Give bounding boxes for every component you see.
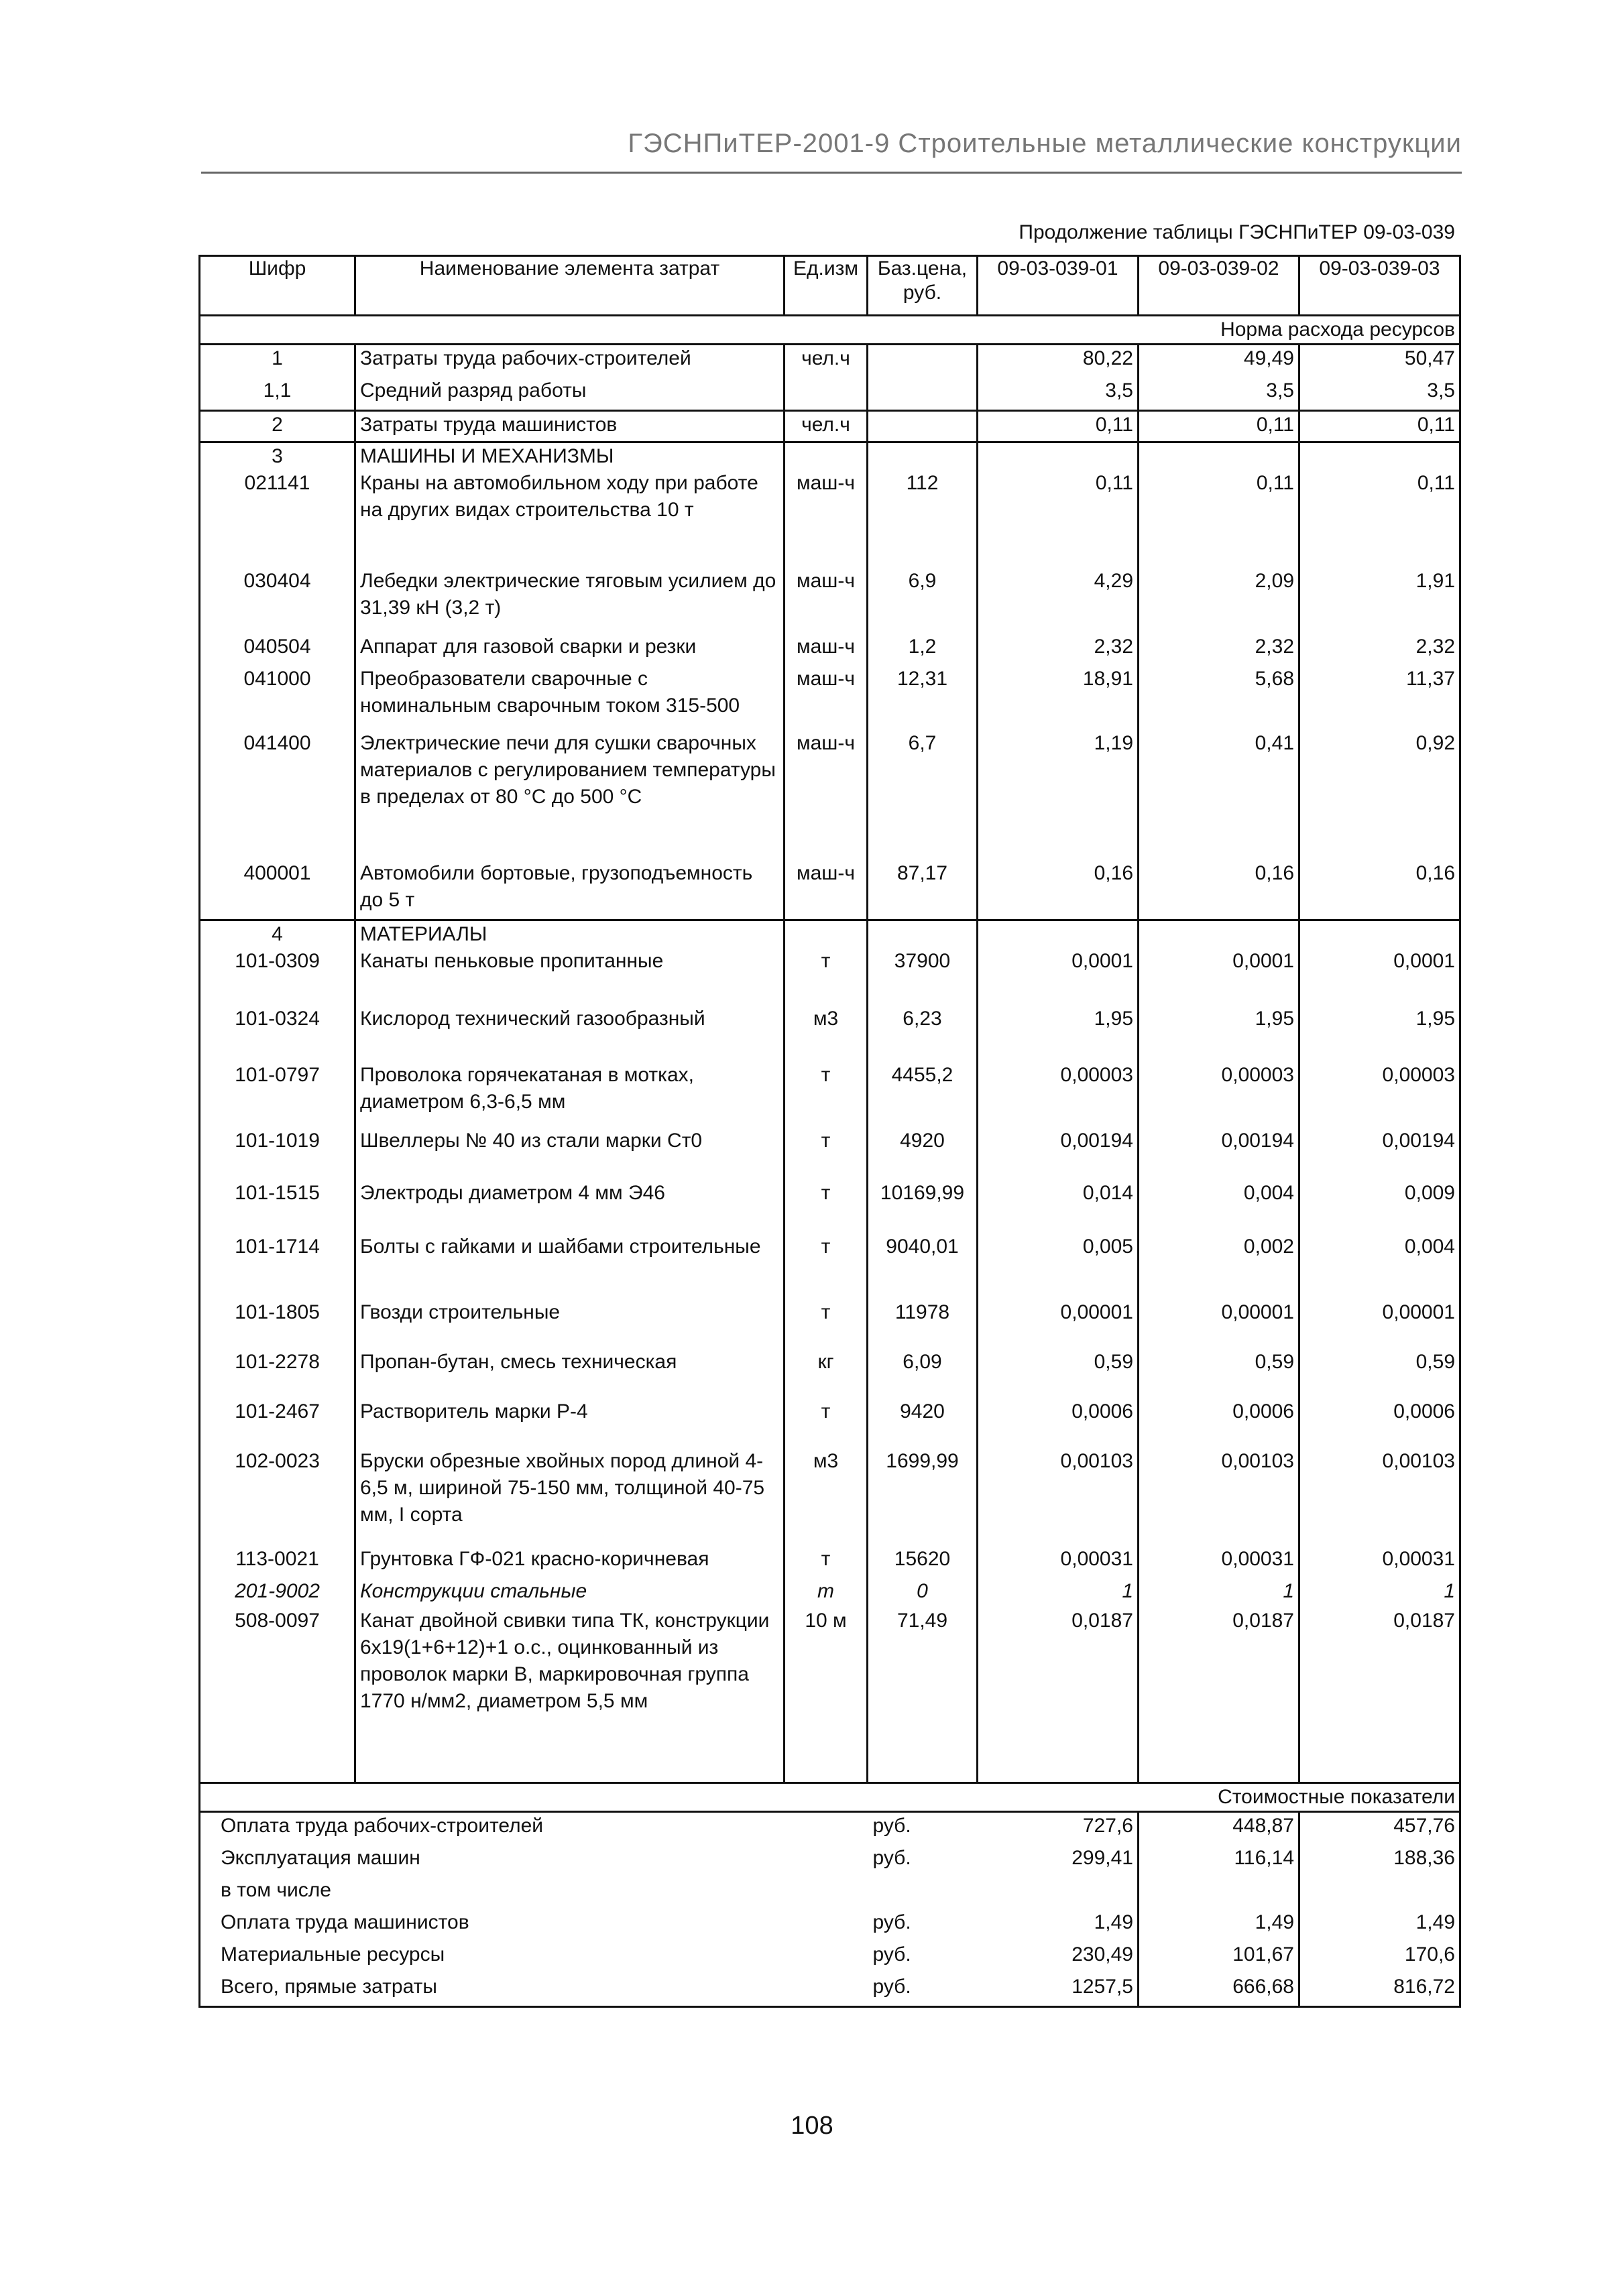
row-name: Гвозди строительные [355,1299,785,1349]
row-price: 9040,01 [868,1233,978,1299]
table-row [200,1233,1460,1299]
row-price [868,377,978,411]
row-unit: чел.ч [785,345,868,378]
row-value-c2: 5,68 [1139,666,1299,730]
row-value-c3: 2,32 [1299,633,1460,666]
row-name: Электрические печи для сушки сварочных материалов с регулированием температуры в пределах от 80 °С до 500 °С [355,730,785,860]
row-name: Канат двойной свивки типа ТК, конструкции 6х19(1+6+12)+1 о.с., оцинкованный из проволок марки В, маркировочная группа 1770 н/мм2, диаметром 5,5 мм [355,1608,785,1783]
row-unit [785,377,868,411]
col-header-c1: 09-03-039-01 [978,256,1139,316]
row-value-c3: 0,59 [1299,1349,1460,1398]
row-value-c3 [1299,442,1460,471]
row-value-c3: 0,11 [1299,411,1460,442]
table-row [200,442,1460,471]
row-name: Канаты пеньковые пропитанные [355,948,785,1006]
cost-value-c2: 1,49 [1139,1909,1299,1941]
row-value-c3: 11,37 [1299,666,1460,730]
row-code: 101-1019 [200,1128,355,1180]
row-code: 101-0324 [200,1006,355,1062]
col-header-name: Наименование элемента затрат [355,256,785,316]
row-value-c3: 1,91 [1299,568,1460,633]
row-value-c1: 0,00194 [978,1128,1139,1180]
row-unit: т [785,1128,868,1180]
row-unit: т [785,1398,868,1448]
row-name: Электроды диаметром 4 мм Э46 [355,1180,785,1233]
cost-row [200,1974,1460,2007]
row-unit: т [785,1299,868,1349]
row-unit: т [785,1062,868,1128]
row-code: 101-2278 [200,1349,355,1398]
cost-value-c1: 1,49 [978,1909,1139,1941]
row-value-c1: 0,005 [978,1233,1139,1299]
row-value-c1: 0,0187 [978,1608,1139,1783]
row-code: 101-0797 [200,1062,355,1128]
row-value-c3: 0,92 [1299,730,1460,860]
cost-value-c2: 448,87 [1139,1812,1299,1846]
row-price: 37900 [868,948,978,1006]
row-code: 102-0023 [200,1448,355,1546]
cost-value-c3: 170,6 [1299,1941,1460,1974]
table-row [200,1349,1460,1398]
cost-value-c1: 1257,5 [978,1974,1139,2007]
row-value-c3: 50,47 [1299,345,1460,378]
row-code: 040504 [200,633,355,666]
cost-value-c3: 457,76 [1299,1812,1460,1846]
row-value-c3: 3,5 [1299,377,1460,411]
cost-unit: руб. [872,1911,911,1933]
cost-row [200,1909,1460,1941]
row-value-c1: 0,00001 [978,1299,1139,1349]
row-unit: 10 м [785,1608,868,1783]
table-row [200,1546,1460,1578]
table-row [200,1006,1460,1062]
table-row [200,568,1460,633]
cost-unit: руб. [872,1847,911,1869]
row-unit: маш-ч [785,470,868,568]
row-price: 15620 [868,1546,978,1578]
row-value-c3: 1,95 [1299,1006,1460,1062]
col-header-c2: 09-03-039-02 [1139,256,1299,316]
row-value-c2 [1139,920,1299,949]
table-row [200,1398,1460,1448]
cost-row [200,1812,1460,1846]
row-value-c2 [1139,442,1299,471]
row-value-c2: 0,59 [1139,1349,1299,1398]
row-code: 101-2467 [200,1398,355,1448]
row-code: 4 [200,920,355,949]
norm-label: Норма расхода ресурсов [200,316,1460,345]
row-code: 3 [200,442,355,471]
col-header-code: Шифр [200,256,355,316]
row-value-c1: 1 [978,1578,1139,1608]
row-code: 030404 [200,568,355,633]
row-price: 4455,2 [868,1062,978,1128]
table-row [200,1578,1460,1608]
row-unit: кг [785,1349,868,1398]
row-value-c2: 1 [1139,1578,1299,1608]
cost-unit: руб. [872,1943,911,1966]
row-value-c1: 0,16 [978,860,1139,920]
row-price: 87,17 [868,860,978,920]
row-code: 101-1714 [200,1233,355,1299]
row-price: 1699,99 [868,1448,978,1546]
cost-unit [868,1877,978,1909]
row-unit: т [785,1546,868,1578]
col-header-c3: 09-03-039-03 [1299,256,1460,316]
resource-rows [200,345,1460,1783]
cost-unit: руб. [868,1974,978,2007]
table-row [200,860,1460,920]
row-value-c2: 0,004 [1139,1180,1299,1233]
row-value-c1: 0,59 [978,1349,1139,1398]
row-price: 1,2 [868,633,978,666]
table-row [200,1608,1460,1783]
row-unit: маш-ч [785,568,868,633]
row-value-c3: 0,00194 [1299,1128,1460,1180]
row-value-c1: 0,014 [978,1180,1139,1233]
row-value-c3: 0,0001 [1299,948,1460,1006]
row-value-c2: 0,00194 [1139,1128,1299,1180]
row-unit: м3 [785,1006,868,1062]
cost-value-c2: 116,14 [1139,1845,1299,1877]
row-name: Болты с гайками и шайбами строительные [355,1233,785,1299]
row-code: 1,1 [200,377,355,411]
table-header-row [200,256,1460,316]
row-value-c1 [978,920,1139,949]
row-value-c2: 2,09 [1139,568,1299,633]
row-value-c1: 1,95 [978,1006,1139,1062]
cost-value-c3: 816,72 [1299,1974,1460,2007]
cost-value-c3: 1,49 [1299,1909,1460,1941]
row-value-c1: 18,91 [978,666,1139,730]
row-price: 10169,99 [868,1180,978,1233]
row-price: 11978 [868,1299,978,1349]
row-price: 0 [868,1578,978,1608]
row-code: 041000 [200,666,355,730]
row-unit [785,920,868,949]
row-value-c1: 3,5 [978,377,1139,411]
table-row [200,1448,1460,1546]
cost-value-c1 [978,1877,1139,1909]
row-price: 6,09 [868,1349,978,1398]
row-value-c2: 0,11 [1139,470,1299,568]
cost-value-c2: 101,67 [1139,1941,1299,1974]
row-code: 101-1805 [200,1299,355,1349]
cost-label: Стоимостные показатели [200,1783,1460,1812]
row-value-c3: 0,0187 [1299,1608,1460,1783]
row-value-c3: 0,009 [1299,1180,1460,1233]
table-row [200,633,1460,666]
row-value-c3: 0,004 [1299,1233,1460,1299]
row-unit: м3 [785,1448,868,1546]
table-row [200,470,1460,568]
table-row [200,411,1460,442]
row-name: Средний разряд работы [355,377,785,411]
col-header-price: Баз.цена, руб. [868,256,978,316]
row-price [868,442,978,471]
row-value-c2: 0,16 [1139,860,1299,920]
cost-value-c1: 727,6 [978,1812,1139,1846]
row-value-c3: 0,00001 [1299,1299,1460,1349]
row-price: 112 [868,470,978,568]
row-value-c2: 1,95 [1139,1006,1299,1062]
cost-value-c2: 666,68 [1139,1974,1299,2007]
table-row [200,920,1460,949]
row-value-c1: 2,32 [978,633,1139,666]
row-value-c2: 0,00031 [1139,1546,1299,1578]
row-price: 4920 [868,1128,978,1180]
cost-row [200,1845,1460,1877]
row-unit: т [785,948,868,1006]
row-value-c2: 0,00103 [1139,1448,1299,1546]
cost-value-c3: 188,36 [1299,1845,1460,1877]
table-row [200,1062,1460,1128]
cost-value-c1: 299,41 [978,1845,1139,1877]
page-number: 108 [791,2112,833,2140]
row-value-c3 [1299,920,1460,949]
header-rule [201,172,1462,174]
cost-label-row [200,1783,1460,1812]
cost-unit: руб. [872,1815,911,1837]
cost-value-c3 [1299,1877,1460,1909]
row-unit [785,442,868,471]
col-header-unit: Ед.изм [785,256,868,316]
cost-name: Всего, прямые затраты [200,1974,868,2007]
row-unit: т [785,1578,868,1608]
row-value-c3: 0,11 [1299,470,1460,568]
row-price [868,345,978,378]
row-name: Кислород технический газообразный [355,1006,785,1062]
row-name: Автомобили бортовые, грузоподъемность до 5 т [355,860,785,920]
row-code: 021141 [200,470,355,568]
row-price [868,920,978,949]
row-name: Конструкции стальные [355,1578,785,1608]
row-price: 6,23 [868,1006,978,1062]
row-code: 201-9002 [200,1578,355,1608]
row-name: Швеллеры № 40 из стали марки Ст0 [355,1128,785,1180]
row-unit: маш-ч [785,666,868,730]
row-name: Затраты труда рабочих-строителей [355,345,785,378]
row-code: 113-0021 [200,1546,355,1578]
row-value-c2: 0,0006 [1139,1398,1299,1448]
row-value-c3: 0,00103 [1299,1448,1460,1546]
cost-value-c2 [1139,1877,1299,1909]
row-code: 508-0097 [200,1608,355,1783]
row-value-c2: 0,002 [1139,1233,1299,1299]
row-value-c2: 0,0001 [1139,948,1299,1006]
table-caption: Продолжение таблицы ГЭСНПиТЕР 09-03-039 [1019,221,1455,243]
cost-row [200,1877,1460,1909]
cost-rows [200,1783,1460,2007]
table-row [200,730,1460,860]
row-value-c3: 0,16 [1299,860,1460,920]
row-value-c3: 0,00031 [1299,1546,1460,1578]
table-row [200,666,1460,730]
resource-table [198,255,1461,2008]
row-value-c1 [978,442,1139,471]
row-name: МАТЕРИАЛЫ [355,920,785,949]
row-value-c1: 0,0006 [978,1398,1139,1448]
row-value-c2: 2,32 [1139,633,1299,666]
cost-name: Эксплуатация машин [200,1845,868,1877]
row-value-c1: 0,0001 [978,948,1139,1006]
row-price: 12,31 [868,666,978,730]
row-value-c2: 0,00003 [1139,1062,1299,1128]
row-value-c1: 0,00003 [978,1062,1139,1128]
table-row [200,345,1460,378]
row-value-c1: 80,22 [978,345,1139,378]
row-value-c1: 0,11 [978,411,1139,442]
table-row [200,948,1460,1006]
table-row [200,1128,1460,1180]
cost-value-c1: 230,49 [978,1941,1139,1974]
row-code: 101-1515 [200,1180,355,1233]
running-header: ГЭСНПиТЕР-2001-9 Строительные металлические конструкции [628,129,1462,158]
row-value-c2: 0,0187 [1139,1608,1299,1783]
cost-name: Оплата труда рабочих-строителей [200,1812,868,1846]
row-code: 041400 [200,730,355,860]
table-row [200,377,1460,411]
row-code: 2 [200,411,355,442]
row-name: Проволока горячекатаная в мотках, диаметром 6,3-6,5 мм [355,1062,785,1128]
row-value-c1: 0,11 [978,470,1139,568]
row-unit: маш-ч [785,860,868,920]
row-name: МАШИНЫ И МЕХАНИЗМЫ [355,442,785,471]
row-unit: т [785,1180,868,1233]
norm-label-row [200,316,1460,345]
row-value-c3: 0,00003 [1299,1062,1460,1128]
row-value-c3: 1 [1299,1578,1460,1608]
table-row [200,1180,1460,1233]
row-unit: маш-ч [785,633,868,666]
row-price: 9420 [868,1398,978,1448]
row-value-c2: 0,41 [1139,730,1299,860]
row-unit: т [785,1233,868,1299]
row-name: Пропан-бутан, смесь техническая [355,1349,785,1398]
row-price: 71,49 [868,1608,978,1783]
row-price: 6,7 [868,730,978,860]
row-value-c2: 0,11 [1139,411,1299,442]
cost-name: в том числе [200,1877,868,1909]
row-name: Преобразователи сварочные с номинальным сварочным током 315-500 [355,666,785,730]
row-name: Лебедки электрические тяговым усилием до 31,39 кН (3,2 т) [355,568,785,633]
row-unit: маш-ч [785,730,868,860]
row-value-c3: 0,0006 [1299,1398,1460,1448]
row-code: 1 [200,345,355,378]
row-code: 101-0309 [200,948,355,1006]
row-code: 400001 [200,860,355,920]
table-row [200,1299,1460,1349]
row-value-c1: 1,19 [978,730,1139,860]
cost-name: Оплата труда машинистов [200,1909,868,1941]
row-value-c1: 4,29 [978,568,1139,633]
row-name: Аппарат для газовой сварки и резки [355,633,785,666]
row-price: 6,9 [868,568,978,633]
row-name: Краны на автомобильном ходу при работе на других видах строительства 10 т [355,470,785,568]
row-value-c1: 0,00103 [978,1448,1139,1546]
row-value-c2: 0,00001 [1139,1299,1299,1349]
row-name: Затраты труда машинистов [355,411,785,442]
row-value-c1: 0,00031 [978,1546,1139,1578]
row-name: Грунтовка ГФ-021 красно-коричневая [355,1546,785,1578]
cost-row [200,1941,1460,1974]
row-value-c2: 3,5 [1139,377,1299,411]
row-value-c2: 49,49 [1139,345,1299,378]
row-name: Бруски обрезные хвойных пород длиной 4-6,5 м, шириной 75-150 мм, толщиной 40-75 мм, I сорта [355,1448,785,1546]
row-unit: чел.ч [785,411,868,442]
row-price [868,411,978,442]
row-name: Растворитель марки Р-4 [355,1398,785,1448]
cost-name: Материальные ресурсы [200,1941,868,1974]
